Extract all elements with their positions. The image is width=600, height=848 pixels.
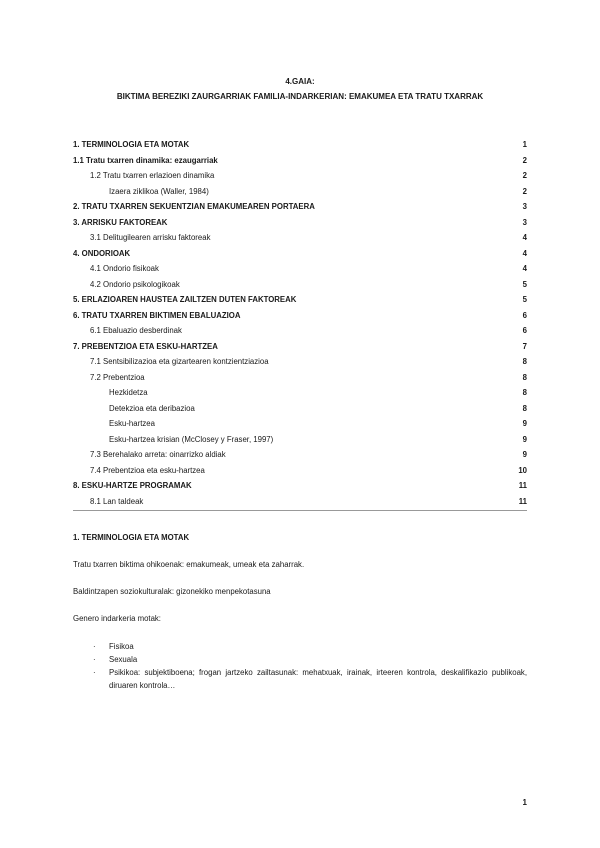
toc-entry-page: 4 bbox=[522, 248, 527, 258]
toc-entry-label: 7. PREBENTZIOA ETA ESKU-HARTZEA bbox=[73, 341, 218, 351]
page-number: 1 bbox=[522, 798, 527, 807]
table-of-contents bbox=[73, 137, 527, 509]
paragraph: Genero indarkeria motak: bbox=[73, 614, 161, 623]
bullet-list bbox=[73, 640, 527, 692]
toc-entry[interactable] bbox=[73, 277, 527, 293]
toc-entry-page: 1 bbox=[522, 140, 527, 150]
list-item-text: Fisikoa bbox=[109, 642, 134, 651]
toc-entry-label: Esku-hartzea krisian (McClosey y Fraser, 1997) bbox=[109, 434, 274, 444]
toc-entry-label: 7.2 Prebentzioa bbox=[90, 372, 145, 382]
toc-entry-page: 6 bbox=[522, 326, 527, 336]
toc-entry[interactable] bbox=[73, 416, 527, 432]
title-block bbox=[0, 76, 600, 103]
list-item-text: Sexuala bbox=[109, 655, 138, 664]
toc-entry[interactable] bbox=[73, 354, 527, 370]
toc-entry-label: Esku-hartzea bbox=[109, 419, 155, 429]
toc-entry-label: 1.2 Tratu txarren erlazioen dinamika bbox=[90, 171, 215, 181]
toc-entry-page: 3 bbox=[522, 217, 527, 227]
toc-entry-page: 2 bbox=[522, 171, 527, 181]
toc-entry-page: 8 bbox=[522, 388, 527, 398]
toc-entry-page: 6 bbox=[522, 310, 527, 320]
toc-entry-label: 7.1 Sentsibilizazioa eta gizartearen kontzientziazioa bbox=[90, 357, 269, 367]
bullet-marker: · bbox=[93, 642, 96, 651]
toc-entry[interactable] bbox=[73, 323, 527, 339]
toc-entry-label: Izaera ziklikoa (Waller, 1984) bbox=[109, 186, 209, 196]
toc-divider bbox=[73, 510, 527, 511]
toc-entry-page: 8 bbox=[522, 357, 527, 367]
toc-entry-page: 4 bbox=[522, 233, 527, 243]
toc-entry[interactable] bbox=[73, 292, 527, 308]
toc-entry-page: 11 bbox=[518, 481, 527, 491]
toc-entry-label: 2. TRATU TXARREN SEKUENTZIAN EMAKUMEAREN PORTAERA bbox=[73, 202, 315, 212]
toc-entry-page: 2 bbox=[522, 155, 527, 165]
toc-entry-label: 3. ARRISKU FAKTOREAK bbox=[73, 217, 168, 227]
toc-entry-page: 4 bbox=[522, 264, 527, 274]
toc-entry[interactable] bbox=[73, 370, 527, 386]
toc-entry-label: 6.1 Ebaluazio desberdinak bbox=[90, 326, 182, 336]
list-item bbox=[73, 666, 527, 692]
toc-entry-page: 2 bbox=[522, 186, 527, 196]
toc-entry-page: 11 bbox=[518, 496, 527, 506]
toc-entry-label: 7.3 Berehalako arreta: oinarrizko aldiak bbox=[90, 450, 226, 460]
list-item bbox=[73, 640, 527, 653]
toc-entry[interactable] bbox=[73, 339, 527, 355]
toc-entry-label: 7.4 Prebentzioa eta esku-hartzea bbox=[90, 465, 205, 475]
toc-entry-page: 5 bbox=[522, 279, 527, 289]
toc-entry-page: 10 bbox=[518, 465, 527, 475]
toc-entry[interactable] bbox=[73, 385, 527, 401]
toc-entry[interactable] bbox=[73, 246, 527, 262]
toc-entry-label: 1. TERMINOLOGIA ETA MOTAK bbox=[73, 140, 190, 150]
toc-entry[interactable] bbox=[73, 230, 527, 246]
toc-entry-label: Hezkidetza bbox=[109, 388, 148, 398]
toc-entry-page: 5 bbox=[522, 295, 527, 305]
toc-entry-label: 4. ONDORIOAK bbox=[73, 248, 131, 258]
bullet-marker: · bbox=[93, 655, 96, 664]
toc-entry-page: 9 bbox=[522, 419, 527, 429]
toc-entry-page: 8 bbox=[522, 403, 527, 413]
toc-entry[interactable] bbox=[73, 494, 527, 510]
toc-entry-label: Detekzioa eta deribazioa bbox=[109, 403, 195, 413]
toc-entry[interactable] bbox=[73, 432, 527, 448]
toc-entry[interactable] bbox=[73, 215, 527, 231]
toc-entry[interactable] bbox=[73, 153, 527, 169]
section-heading: 1. TERMINOLOGIA ETA MOTAK bbox=[73, 533, 190, 542]
toc-entry[interactable] bbox=[73, 463, 527, 479]
toc-entry-page: 9 bbox=[522, 450, 527, 460]
toc-entry-page: 9 bbox=[522, 434, 527, 444]
chapter-label: 4.GAIA: bbox=[285, 77, 315, 86]
toc-entry-label: 8. ESKU-HARTZE PROGRAMAK bbox=[73, 481, 192, 491]
toc-entry[interactable] bbox=[73, 478, 527, 494]
toc-entry[interactable] bbox=[73, 199, 527, 215]
toc-entry[interactable] bbox=[73, 401, 527, 417]
paragraph: Baldintzapen soziokulturalak: gizonekiko menpekotasuna bbox=[73, 587, 271, 596]
document-title: BIKTIMA BEREZIKI ZAURGARRIAK FAMILIA-INDARKERIAN: EMAKUMEA ETA TRATU TXARRAK bbox=[116, 92, 484, 101]
toc-entry-page: 7 bbox=[522, 341, 527, 351]
list-item bbox=[73, 653, 527, 666]
toc-entry-page: 8 bbox=[522, 372, 527, 382]
list-item-text: Psikikoa: subjektiboena; frogan jartzeko zailtasunak: mehatxuak, irainak, irteeren kontrola, deskalifikazio publikoak, diruaren kontrola… bbox=[109, 668, 527, 690]
toc-entry[interactable] bbox=[73, 168, 527, 184]
toc-entry-label: 1.1 Tratu txarren dinamika: ezaugarriak bbox=[73, 155, 218, 165]
toc-entry-page: 3 bbox=[522, 202, 527, 212]
bullet-marker: · bbox=[93, 668, 96, 677]
toc-entry[interactable] bbox=[73, 447, 527, 463]
toc-entry-label: 5. ERLAZIOAREN HAUSTEA ZAILTZEN DUTEN FAKTOREAK bbox=[73, 295, 297, 305]
toc-entry-label: 3.1 Delitugilearen arrisku faktoreak bbox=[90, 233, 211, 243]
toc-entry-label: 4.1 Ondorio fisikoak bbox=[90, 264, 159, 274]
toc-entry[interactable] bbox=[73, 308, 527, 324]
toc-entry[interactable] bbox=[73, 137, 527, 153]
paragraph: Tratu txarren biktima ohikoenak: emakumeak, umeak eta zaharrak. bbox=[73, 560, 305, 569]
toc-entry-label: 6. TRATU TXARREN BIKTIMEN EBALUAZIOA bbox=[73, 310, 241, 320]
toc-entry[interactable] bbox=[73, 184, 527, 200]
toc-entry[interactable] bbox=[73, 261, 527, 277]
toc-entry-label: 4.2 Ondorio psikologikoak bbox=[90, 279, 180, 289]
toc-entry-label: 8.1 Lan taldeak bbox=[90, 496, 144, 506]
